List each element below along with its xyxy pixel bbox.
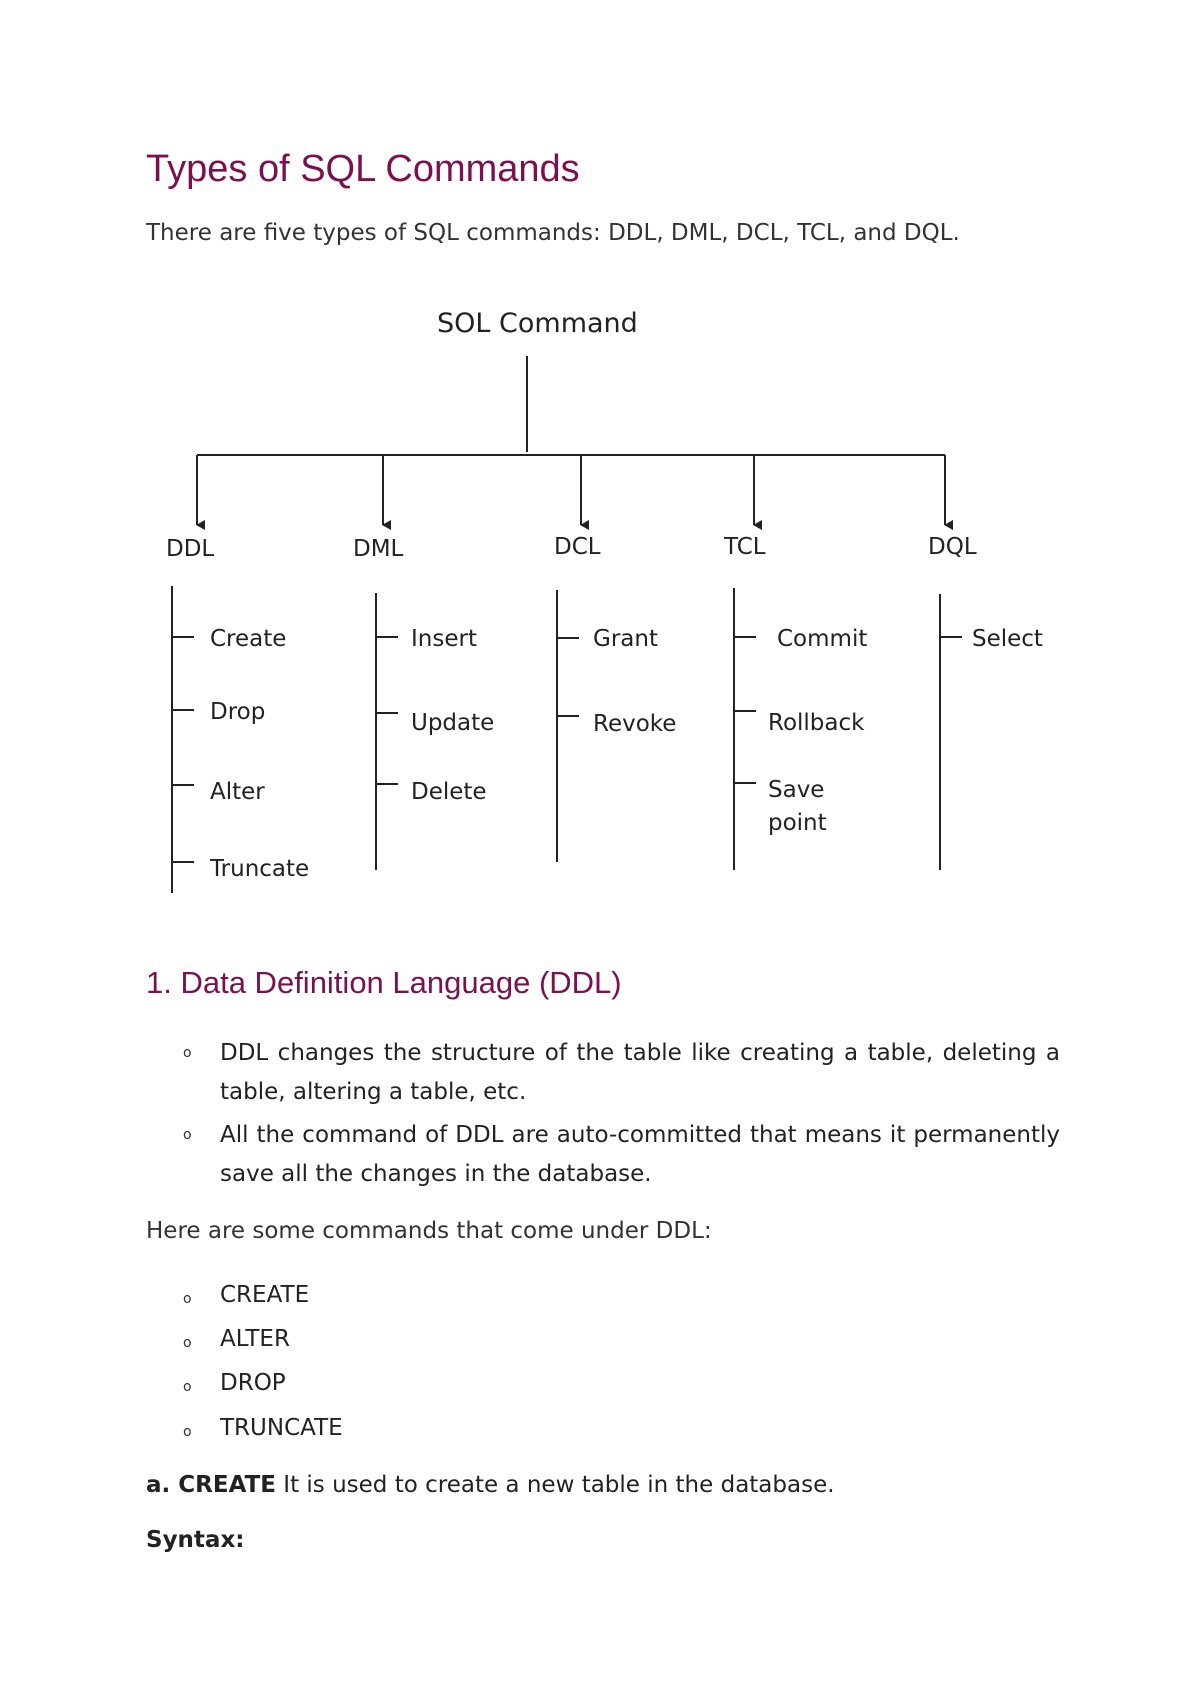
section-heading-ddl: 1. Data Definition Language (DDL)	[146, 965, 622, 1000]
category-tcl: TCL	[724, 534, 766, 560]
tcl-item-point: point	[768, 810, 827, 836]
command-truncate: TRUNCATE	[220, 1415, 343, 1441]
ddl-lead-text: Here are some commands that come under DDL:	[146, 1218, 712, 1244]
bullet-text-1: DDL changes the structure of the table like creating a table, deleting a table, altering a table, etc.	[220, 1040, 1060, 1105]
category-dql: DQL	[928, 534, 977, 560]
ddl-item-drop: Drop	[210, 699, 266, 725]
category-dcl: DCL	[554, 534, 601, 560]
dql-item-select: Select	[972, 626, 1043, 652]
dml-item-insert: Insert	[411, 626, 477, 652]
diagram-connectors	[197, 356, 945, 525]
command-create: CREATE	[220, 1282, 310, 1308]
ddl-item-alter: Alter	[210, 779, 265, 805]
bullet-text-2: All the command of DDL are auto-committed that means it permanently save all the changes in the database.	[220, 1122, 1060, 1187]
category-dml: DML	[353, 536, 404, 562]
diagram-root-label: SOL Command	[437, 308, 638, 339]
bullet-marker: o	[183, 1335, 192, 1351]
ddl-item-create: Create	[210, 626, 287, 652]
tcl-item-commit: Commit	[777, 626, 868, 652]
tcl-item-save: Save	[768, 777, 825, 803]
tcl-item-rollback: Rollback	[768, 710, 865, 736]
intro-text: There are five types of SQL commands: DDL, DML, DCL, TCL, and DQL.	[146, 220, 960, 246]
dcl-item-grant: Grant	[593, 626, 658, 652]
dml-item-delete: Delete	[411, 779, 487, 805]
bullet-marker: o	[183, 1379, 192, 1395]
ddl-item-truncate: Truncate	[210, 856, 310, 882]
bullet-marker: o	[183, 1127, 192, 1143]
category-ddl: DDL	[166, 536, 215, 562]
create-description: It is used to create a new table in the database.	[283, 1472, 835, 1498]
bullet-marker: o	[183, 1424, 192, 1440]
dcl-item-revoke: Revoke	[593, 711, 677, 737]
bullet-marker: o	[183, 1045, 192, 1061]
create-label: a. CREATE	[146, 1472, 276, 1498]
page-title: Types of SQL Commands	[146, 148, 580, 190]
bullet-marker: o	[183, 1291, 192, 1307]
dml-item-update: Update	[411, 710, 495, 736]
create-definition	[146, 1472, 835, 1498]
syntax-label: Syntax:	[146, 1527, 245, 1553]
command-drop: DROP	[220, 1370, 286, 1396]
command-alter: ALTER	[220, 1326, 290, 1352]
